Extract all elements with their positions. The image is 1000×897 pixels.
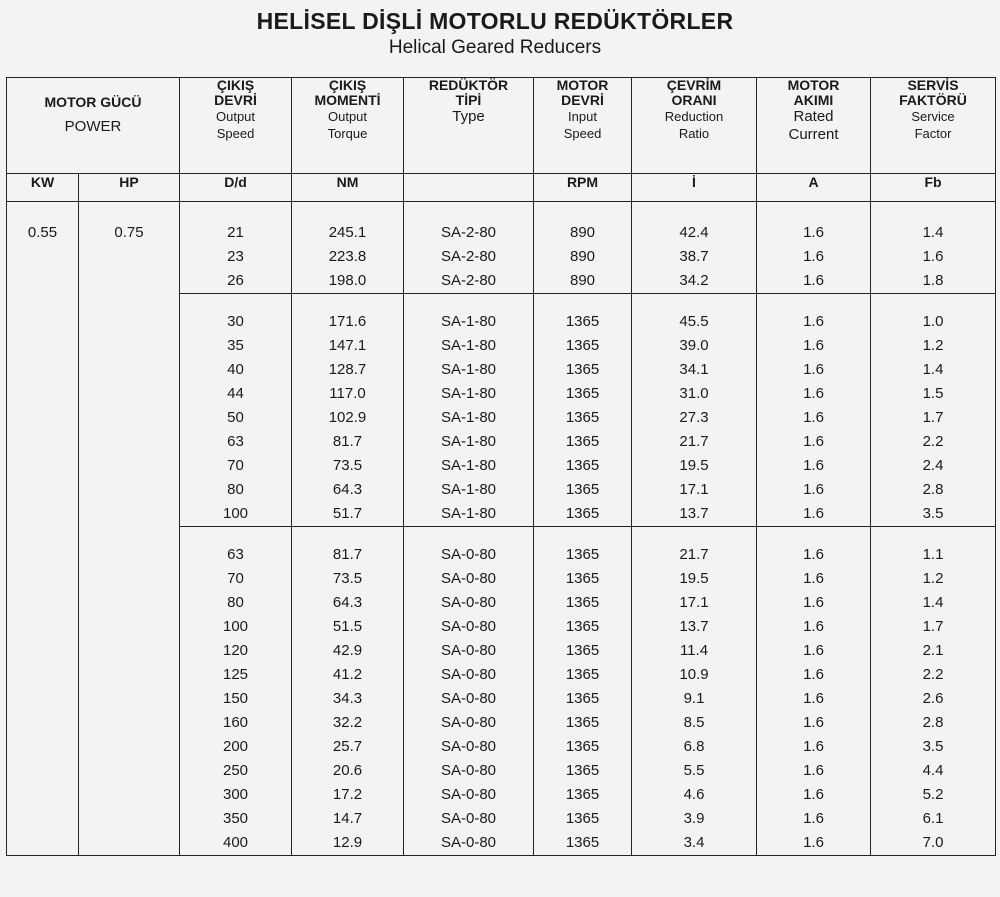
reducer-type-cell: SA-1-80 [404,454,534,478]
output-torque-cell: 25.7 [292,735,404,759]
output-torque-cell: 117.0 [292,382,404,406]
rated-current-cell: 1.6 [757,783,871,807]
input-speed-cell: 1365 [534,567,632,591]
reducer-type-cell: SA-2-80 [404,245,534,269]
reduction-ratio-cell: 3.9 [632,807,757,831]
reduction-ratio-cell: 4.6 [632,783,757,807]
header-speed-en2: Speed [216,126,255,141]
input-speed-cell: 1365 [534,502,632,527]
header-power-tr: MOTOR GÜCÜ [44,94,142,110]
output-speed-cell: 26 [180,269,292,294]
unit-type [404,174,534,202]
reduction-ratio-cell: 5.5 [632,759,757,783]
header-service-tr2: FAKTÖRÜ [899,92,967,108]
service-factor-cell: 3.5 [871,502,996,527]
header-current-tr1: MOTOR [787,77,840,93]
header-power [7,78,180,174]
rated-current-cell: 1.6 [757,639,871,663]
header-current-en2: Current [788,126,839,143]
service-factor-cell: 1.1 [871,527,996,568]
header-rated-current [757,78,871,174]
header-kw: KW [7,174,79,202]
header-speed-tr1: ÇIKIŞ [216,77,255,93]
rated-current-cell: 1.6 [757,430,871,454]
header-torque-en2: Torque [327,126,368,141]
reducer-type-cell: SA-0-80 [404,831,534,856]
reduction-ratio-cell: 34.1 [632,358,757,382]
header-power-en: POWER [64,118,122,135]
header-speed-en1: Output [215,109,256,124]
reduction-ratio-cell: 11.4 [632,639,757,663]
header-input-en1: Input [568,109,597,124]
input-speed-cell: 1365 [534,406,632,430]
output-speed-cell: 50 [180,406,292,430]
output-speed-cell: 70 [180,567,292,591]
reducer-type-cell: SA-1-80 [404,382,534,406]
rated-current-cell: 1.6 [757,615,871,639]
reducer-type-cell: SA-1-80 [404,406,534,430]
output-speed-cell: 63 [180,430,292,454]
reduction-ratio-cell: 31.0 [632,382,757,406]
rated-current-cell: 1.6 [757,831,871,856]
output-speed-cell: 200 [180,735,292,759]
service-factor-cell: 3.5 [871,735,996,759]
service-factor-cell: 1.7 [871,615,996,639]
reducer-spec-table [6,77,996,856]
header-service-en2: Factor [914,126,952,141]
rated-current-cell: 1.6 [757,334,871,358]
service-factor-cell: 2.6 [871,687,996,711]
header-ratio-en1: Reduction [664,109,724,124]
header-ratio-tr2: ORANI [671,92,717,108]
output-torque-cell: 81.7 [292,430,404,454]
header-service-en1: Service [911,109,955,124]
reduction-ratio-cell: 21.7 [632,430,757,454]
reduction-ratio-cell: 38.7 [632,245,757,269]
power-hp-cell: 0.75 [79,202,180,856]
header-current-tr2: AKIMI [793,92,834,108]
header-output-speed [180,78,292,174]
header-input-en2: Speed [563,126,602,141]
output-torque-cell: 73.5 [292,567,404,591]
page-subtitle: Helical Geared Reducers [388,37,602,58]
output-speed-cell: 21 [180,202,292,246]
reduction-ratio-cell: 13.7 [632,615,757,639]
input-speed-cell: 1365 [534,478,632,502]
output-torque-cell: 81.7 [292,527,404,568]
output-torque-cell: 32.2 [292,711,404,735]
output-speed-cell: 44 [180,382,292,406]
reducer-type-cell: SA-0-80 [404,711,534,735]
input-speed-cell: 1365 [534,759,632,783]
reduction-ratio-cell: 6.8 [632,735,757,759]
header-torque-tr2: MOMENTİ [314,92,381,108]
unit-ratio: İ [632,174,757,202]
rated-current-cell: 1.6 [757,294,871,335]
output-speed-cell: 80 [180,591,292,615]
output-torque-cell: 12.9 [292,831,404,856]
reduction-ratio-cell: 42.4 [632,202,757,246]
header-input-speed [534,78,632,174]
unit-input: RPM [534,174,632,202]
rated-current-cell: 1.6 [757,663,871,687]
input-speed-cell: 1365 [534,358,632,382]
reducer-type-cell: SA-0-80 [404,527,534,568]
input-speed-cell: 1365 [534,807,632,831]
output-speed-cell: 100 [180,615,292,639]
header-current-en1: Rated [793,108,834,125]
table-body [7,202,996,856]
header-torque-en1: Output [327,109,368,124]
output-speed-cell: 35 [180,334,292,358]
reduction-ratio-cell: 17.1 [632,478,757,502]
header-hp: HP [79,174,180,202]
reducer-type-cell: SA-0-80 [404,807,534,831]
reduction-ratio-cell: 13.7 [632,502,757,527]
service-factor-cell: 1.4 [871,202,996,246]
input-speed-cell: 1365 [534,663,632,687]
input-speed-cell: 1365 [534,454,632,478]
unit-speed: D/d [180,174,292,202]
rated-current-cell: 1.6 [757,478,871,502]
reducer-type-cell: SA-0-80 [404,567,534,591]
service-factor-cell: 1.7 [871,406,996,430]
rated-current-cell: 1.6 [757,527,871,568]
output-speed-cell: 100 [180,502,292,527]
input-speed-cell: 1365 [534,430,632,454]
service-factor-cell: 2.2 [871,430,996,454]
reduction-ratio-cell: 39.0 [632,334,757,358]
service-factor-cell: 6.1 [871,807,996,831]
input-speed-cell: 1365 [534,831,632,856]
header-type-tr1: REDÜKTÖR [428,77,509,93]
input-speed-cell: 1365 [534,294,632,335]
output-torque-cell: 64.3 [292,478,404,502]
input-speed-cell: 1365 [534,687,632,711]
output-speed-cell: 80 [180,478,292,502]
rated-current-cell: 1.6 [757,406,871,430]
rated-current-cell: 1.6 [757,502,871,527]
reduction-ratio-cell: 19.5 [632,454,757,478]
reducer-type-cell: SA-0-80 [404,639,534,663]
input-speed-cell: 890 [534,269,632,294]
rated-current-cell: 1.6 [757,202,871,246]
header-input-tr2: DEVRİ [561,92,604,108]
header-service-factor [871,78,996,174]
service-factor-cell: 1.2 [871,334,996,358]
output-torque-cell: 64.3 [292,591,404,615]
reducer-type-cell: SA-0-80 [404,735,534,759]
output-torque-cell: 17.2 [292,783,404,807]
output-torque-cell: 223.8 [292,245,404,269]
rated-current-cell: 1.6 [757,382,871,406]
output-speed-cell: 150 [180,687,292,711]
rated-current-cell: 1.6 [757,735,871,759]
output-speed-cell: 250 [180,759,292,783]
reduction-ratio-cell: 3.4 [632,831,757,856]
output-speed-cell: 125 [180,663,292,687]
service-factor-cell: 2.8 [871,711,996,735]
service-factor-cell: 1.0 [871,294,996,335]
input-speed-cell: 1365 [534,591,632,615]
input-speed-cell: 1365 [534,639,632,663]
output-torque-cell: 42.9 [292,639,404,663]
reducer-type-cell: SA-1-80 [404,334,534,358]
header-input-tr1: MOTOR [556,77,609,93]
reducer-type-cell: SA-1-80 [404,358,534,382]
service-factor-cell: 1.5 [871,382,996,406]
service-factor-cell: 1.4 [871,358,996,382]
service-factor-cell: 1.4 [871,591,996,615]
reducer-type-cell: SA-0-80 [404,759,534,783]
service-factor-cell: 7.0 [871,831,996,856]
output-torque-cell: 51.5 [292,615,404,639]
header-ratio-en2: Ratio [678,126,710,141]
reducer-type-cell: SA-0-80 [404,783,534,807]
reducer-type-cell: SA-0-80 [404,591,534,615]
input-speed-cell: 890 [534,202,632,246]
unit-torque: NM [292,174,404,202]
header-speed-tr2: DEVRİ [214,92,257,108]
rated-current-cell: 1.6 [757,245,871,269]
service-factor-cell: 2.4 [871,454,996,478]
reduction-ratio-cell: 9.1 [632,687,757,711]
output-speed-cell: 300 [180,783,292,807]
output-torque-cell: 34.3 [292,687,404,711]
input-speed-cell: 890 [534,245,632,269]
reduction-ratio-cell: 45.5 [632,294,757,335]
output-torque-cell: 41.2 [292,663,404,687]
reducer-type-cell: SA-1-80 [404,502,534,527]
reducer-type-cell: SA-2-80 [404,269,534,294]
rated-current-cell: 1.6 [757,269,871,294]
reduction-ratio-cell: 10.9 [632,663,757,687]
reduction-ratio-cell: 21.7 [632,527,757,568]
output-speed-cell: 63 [180,527,292,568]
output-speed-cell: 23 [180,245,292,269]
output-speed-cell: 400 [180,831,292,856]
rated-current-cell: 1.6 [757,591,871,615]
reduction-ratio-cell: 19.5 [632,567,757,591]
service-factor-cell: 2.8 [871,478,996,502]
rated-current-cell: 1.6 [757,807,871,831]
output-torque-cell: 14.7 [292,807,404,831]
rated-current-cell: 1.6 [757,567,871,591]
header-torque-tr1: ÇIKIŞ [328,77,367,93]
rated-current-cell: 1.6 [757,358,871,382]
service-factor-cell: 4.4 [871,759,996,783]
output-speed-cell: 70 [180,454,292,478]
reduction-ratio-cell: 17.1 [632,591,757,615]
rated-current-cell: 1.6 [757,687,871,711]
header-type-tr2: TİPİ [455,92,482,108]
unit-current: A [757,174,871,202]
reduction-ratio-cell: 8.5 [632,711,757,735]
output-speed-cell: 40 [180,358,292,382]
header-service-tr1: SERVİS [907,77,959,93]
service-factor-cell: 5.2 [871,783,996,807]
units-row [7,174,996,202]
output-torque-cell: 245.1 [292,202,404,246]
service-factor-cell: 2.2 [871,663,996,687]
power-kw-cell: 0.55 [7,202,79,856]
output-speed-cell: 350 [180,807,292,831]
service-factor-cell: 1.2 [871,567,996,591]
input-speed-cell: 1365 [534,615,632,639]
reducer-type-cell: SA-1-80 [404,478,534,502]
reducer-type-cell: SA-1-80 [404,294,534,335]
header-output-torque [292,78,404,174]
header-type-en1: Type [452,108,485,125]
input-speed-cell: 1365 [534,382,632,406]
rated-current-cell: 1.6 [757,711,871,735]
output-torque-cell: 198.0 [292,269,404,294]
input-speed-cell: 1365 [534,711,632,735]
service-factor-cell: 1.6 [871,245,996,269]
reducer-type-cell: SA-0-80 [404,615,534,639]
header-reducer-type [404,78,534,174]
input-speed-cell: 1365 [534,527,632,568]
rated-current-cell: 1.6 [757,454,871,478]
input-speed-cell: 1365 [534,783,632,807]
reduction-ratio-cell: 34.2 [632,269,757,294]
reduction-ratio-cell: 27.3 [632,406,757,430]
output-torque-cell: 20.6 [292,759,404,783]
table-row [7,202,996,246]
output-speed-cell: 120 [180,639,292,663]
service-factor-cell: 2.1 [871,639,996,663]
reducer-type-cell: SA-0-80 [404,687,534,711]
rated-current-cell: 1.6 [757,759,871,783]
unit-service: Fb [871,174,996,202]
service-factor-cell: 1.8 [871,269,996,294]
output-speed-cell: 30 [180,294,292,335]
output-torque-cell: 128.7 [292,358,404,382]
header-reduction-ratio [632,78,757,174]
output-torque-cell: 171.6 [292,294,404,335]
page-title: HELİSEL DİŞLİ MOTORLU REDÜKTÖRLER [256,8,734,34]
output-torque-cell: 73.5 [292,454,404,478]
input-speed-cell: 1365 [534,334,632,358]
title-block [0,8,1000,59]
output-speed-cell: 160 [180,711,292,735]
output-torque-cell: 51.7 [292,502,404,527]
output-torque-cell: 147.1 [292,334,404,358]
reducer-type-cell: SA-0-80 [404,663,534,687]
reducer-type-cell: SA-2-80 [404,202,534,246]
input-speed-cell: 1365 [534,735,632,759]
output-torque-cell: 102.9 [292,406,404,430]
header-ratio-tr1: ÇEVRİM [666,77,722,93]
reducer-type-cell: SA-1-80 [404,430,534,454]
header-row [7,78,996,174]
